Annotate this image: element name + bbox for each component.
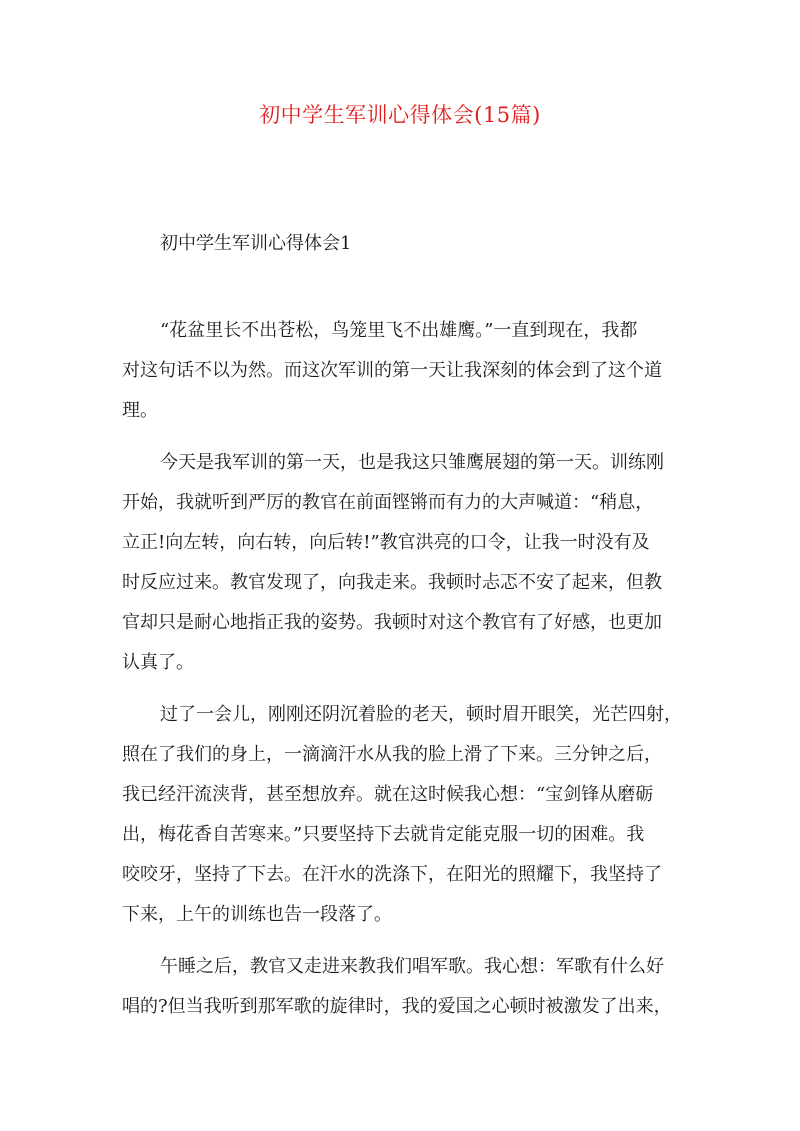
paragraph-line: 出，梅花香自苦寒来。”只要坚持下去就肯定能克服一切的困难。我 — [122, 824, 645, 845]
paragraph-line: 理。 — [122, 400, 158, 421]
paragraph — [122, 311, 690, 431]
document-body — [122, 311, 690, 1039]
document-title: 初中学生军训心得体会(15篇) — [259, 103, 541, 127]
paragraph-line: 开始，我就听到严厉的教官在前面铿锵而有力的大声喊道：“稍息， — [122, 492, 654, 513]
paragraph-line: 过了一会儿，刚刚还阴沉着脸的老天，顿时眉开眼笑，光芒四射， — [160, 704, 682, 725]
paragraph-line: 对这句话不以为然。而这次军训的第一天让我深刻的体会到了这个道 — [122, 360, 662, 381]
paragraph-line: 今天是我军训的第一天，也是我这只雏鹰展翅的第一天。训练刚 — [160, 452, 664, 473]
paragraph — [122, 443, 690, 683]
paragraph-line: 午睡之后，教官又走进来教我们唱军歌。我心想：军歌有什么好 — [160, 956, 664, 977]
paragraph-line: 认真了。 — [122, 652, 194, 673]
paragraph-line: 下来，上午的训练也告一段落了。 — [122, 904, 392, 925]
paragraph-line: 咬咬牙，坚持了下去。在汗水的洗涤下，在阳光的照耀下，我坚持了 — [122, 864, 662, 885]
paragraph-line: 照在了我们的身上，一滴滴汗水从我的脸上滑了下来。三分钟之后， — [122, 744, 662, 765]
paragraph — [122, 695, 690, 935]
paragraph-line: “花盆里长不出苍松，鸟笼里飞不出雄鹰。”一直到现在，我都 — [160, 320, 638, 341]
paragraph — [122, 947, 690, 1027]
paragraph-line: 官却只是耐心地指正我的姿势。我顿时对这个教官有了好感，也更加 — [122, 612, 662, 633]
paragraph-line: 我已经汗流浃背，甚至想放弃。就在这时候我心想：“宝剑锋从磨砺 — [122, 784, 654, 805]
section-heading: 初中学生军训心得体会1 — [160, 233, 352, 254]
paragraph-line: 时反应过来。教官发现了，向我走来。我顿时忐忑不安了起来，但教 — [122, 572, 662, 593]
paragraph-line: 立正!向左转，向右转，向后转!”教官洪亮的口令，让我一时没有及 — [122, 532, 650, 553]
paragraph-line: 唱的?但当我听到那军歌的旋律时，我的爱国之心顿时被激发了出来， — [122, 996, 672, 1017]
